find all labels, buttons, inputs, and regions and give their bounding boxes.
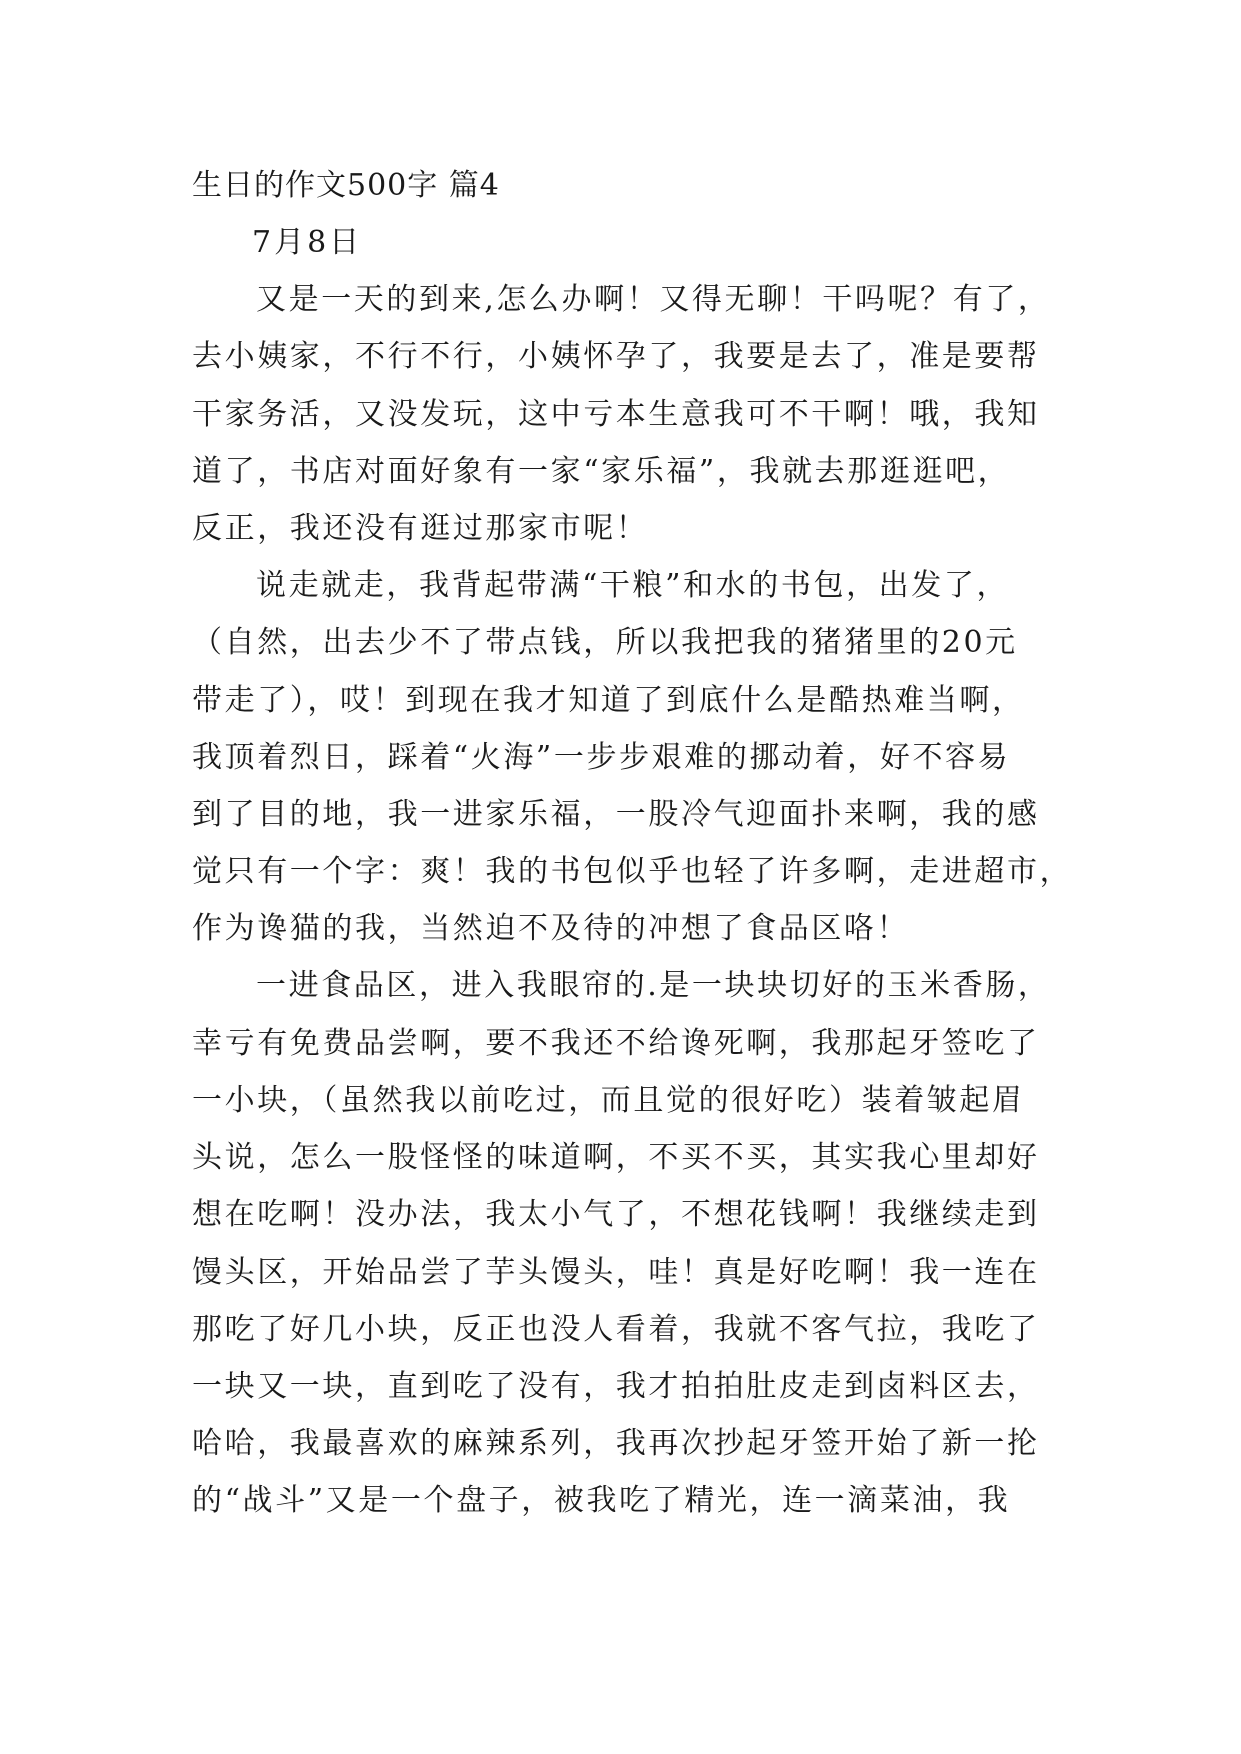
paragraph-line: 一小块，（虽然我以前吃过，而且觉的很好吃）装着皱起眉 (192, 1083, 1025, 1118)
paragraph-line: 头说，怎么一股怪怪的味道啊，不买不买，其实我心里却好 (192, 1140, 1040, 1175)
paragraph-line: 想在吃啊！没办法，我太小气了，不想花钱啊！我继续走到 (192, 1197, 1040, 1232)
document-title: 生日的作文500字 篇4 (192, 168, 500, 203)
document-date: 7月8日 (252, 225, 363, 260)
paragraph-line: 馒头区，开始品尝了芋头馒头，哇！真是好吃啊！我一连在 (192, 1255, 1040, 1290)
paragraph-line: 带走了），哎！到现在我才知道了到底什么是酷热难当啊， (192, 683, 1025, 718)
paragraph-line: 反正，我还没有逛过那家市呢！ (192, 511, 649, 546)
paragraph-line: 作为谗猫的我，当然迫不及待的冲想了食品区咯！ (192, 911, 910, 946)
paragraph-line: 又是一天的到来,怎么办啊！又得无聊！干吗呢？有了， (256, 282, 1051, 317)
paragraph-line: 幸亏有免费品尝啊，要不我还不给谗死啊，我那起牙签吃了 (192, 1026, 1040, 1061)
paragraph-line: 说走就走，我背起带满“干粮”和水的书包，出发了， (256, 568, 1010, 603)
paragraph-line: 干家务活，又没发玩，这中亏本生意我可不干啊！哦，我知 (192, 397, 1040, 432)
paragraph-line: 的“战斗”又是一个盘子，被我吃了精光，连一滴菜油，我 (192, 1483, 1011, 1518)
paragraph-line: 去小姨家，不行不行，小姨怀孕了，我要是去了，准是要帮 (192, 339, 1040, 374)
paragraph-line: 道了，书店对面好象有一家“家乐福”，我就去那逛逛吧， (192, 454, 1011, 489)
paragraph-line: 我顶着烈日，踩着“火海”一步步艰难的挪动着，好不容易 (192, 740, 1011, 775)
paragraph-line: （自然，出去少不了带点钱，所以我把我的猪猪里的20元 (192, 625, 1018, 660)
paragraph-line: 一进食品区，进入我眼帘的.是一块块切好的玉米香肠， (256, 968, 1051, 1003)
paragraph-line: 到了目的地，我一进家乐福，一股冷气迎面扑来啊，我的感 (192, 797, 1040, 832)
paragraph-line: 哈哈，我最喜欢的麻辣系列，我再次抄起牙签开始了新一抡 (192, 1426, 1040, 1461)
paragraph-line: 那吃了好几小块，反正也没人看着，我就不客气拉，我吃了 (192, 1312, 1040, 1347)
paragraph-line: 觉只有一个字：爽！我的书包似乎也轻了许多啊，走进超市， (192, 854, 1073, 889)
paragraph-line: 一块又一块，直到吃了没有，我才拍拍肚皮走到卤料区去， (192, 1369, 1040, 1404)
